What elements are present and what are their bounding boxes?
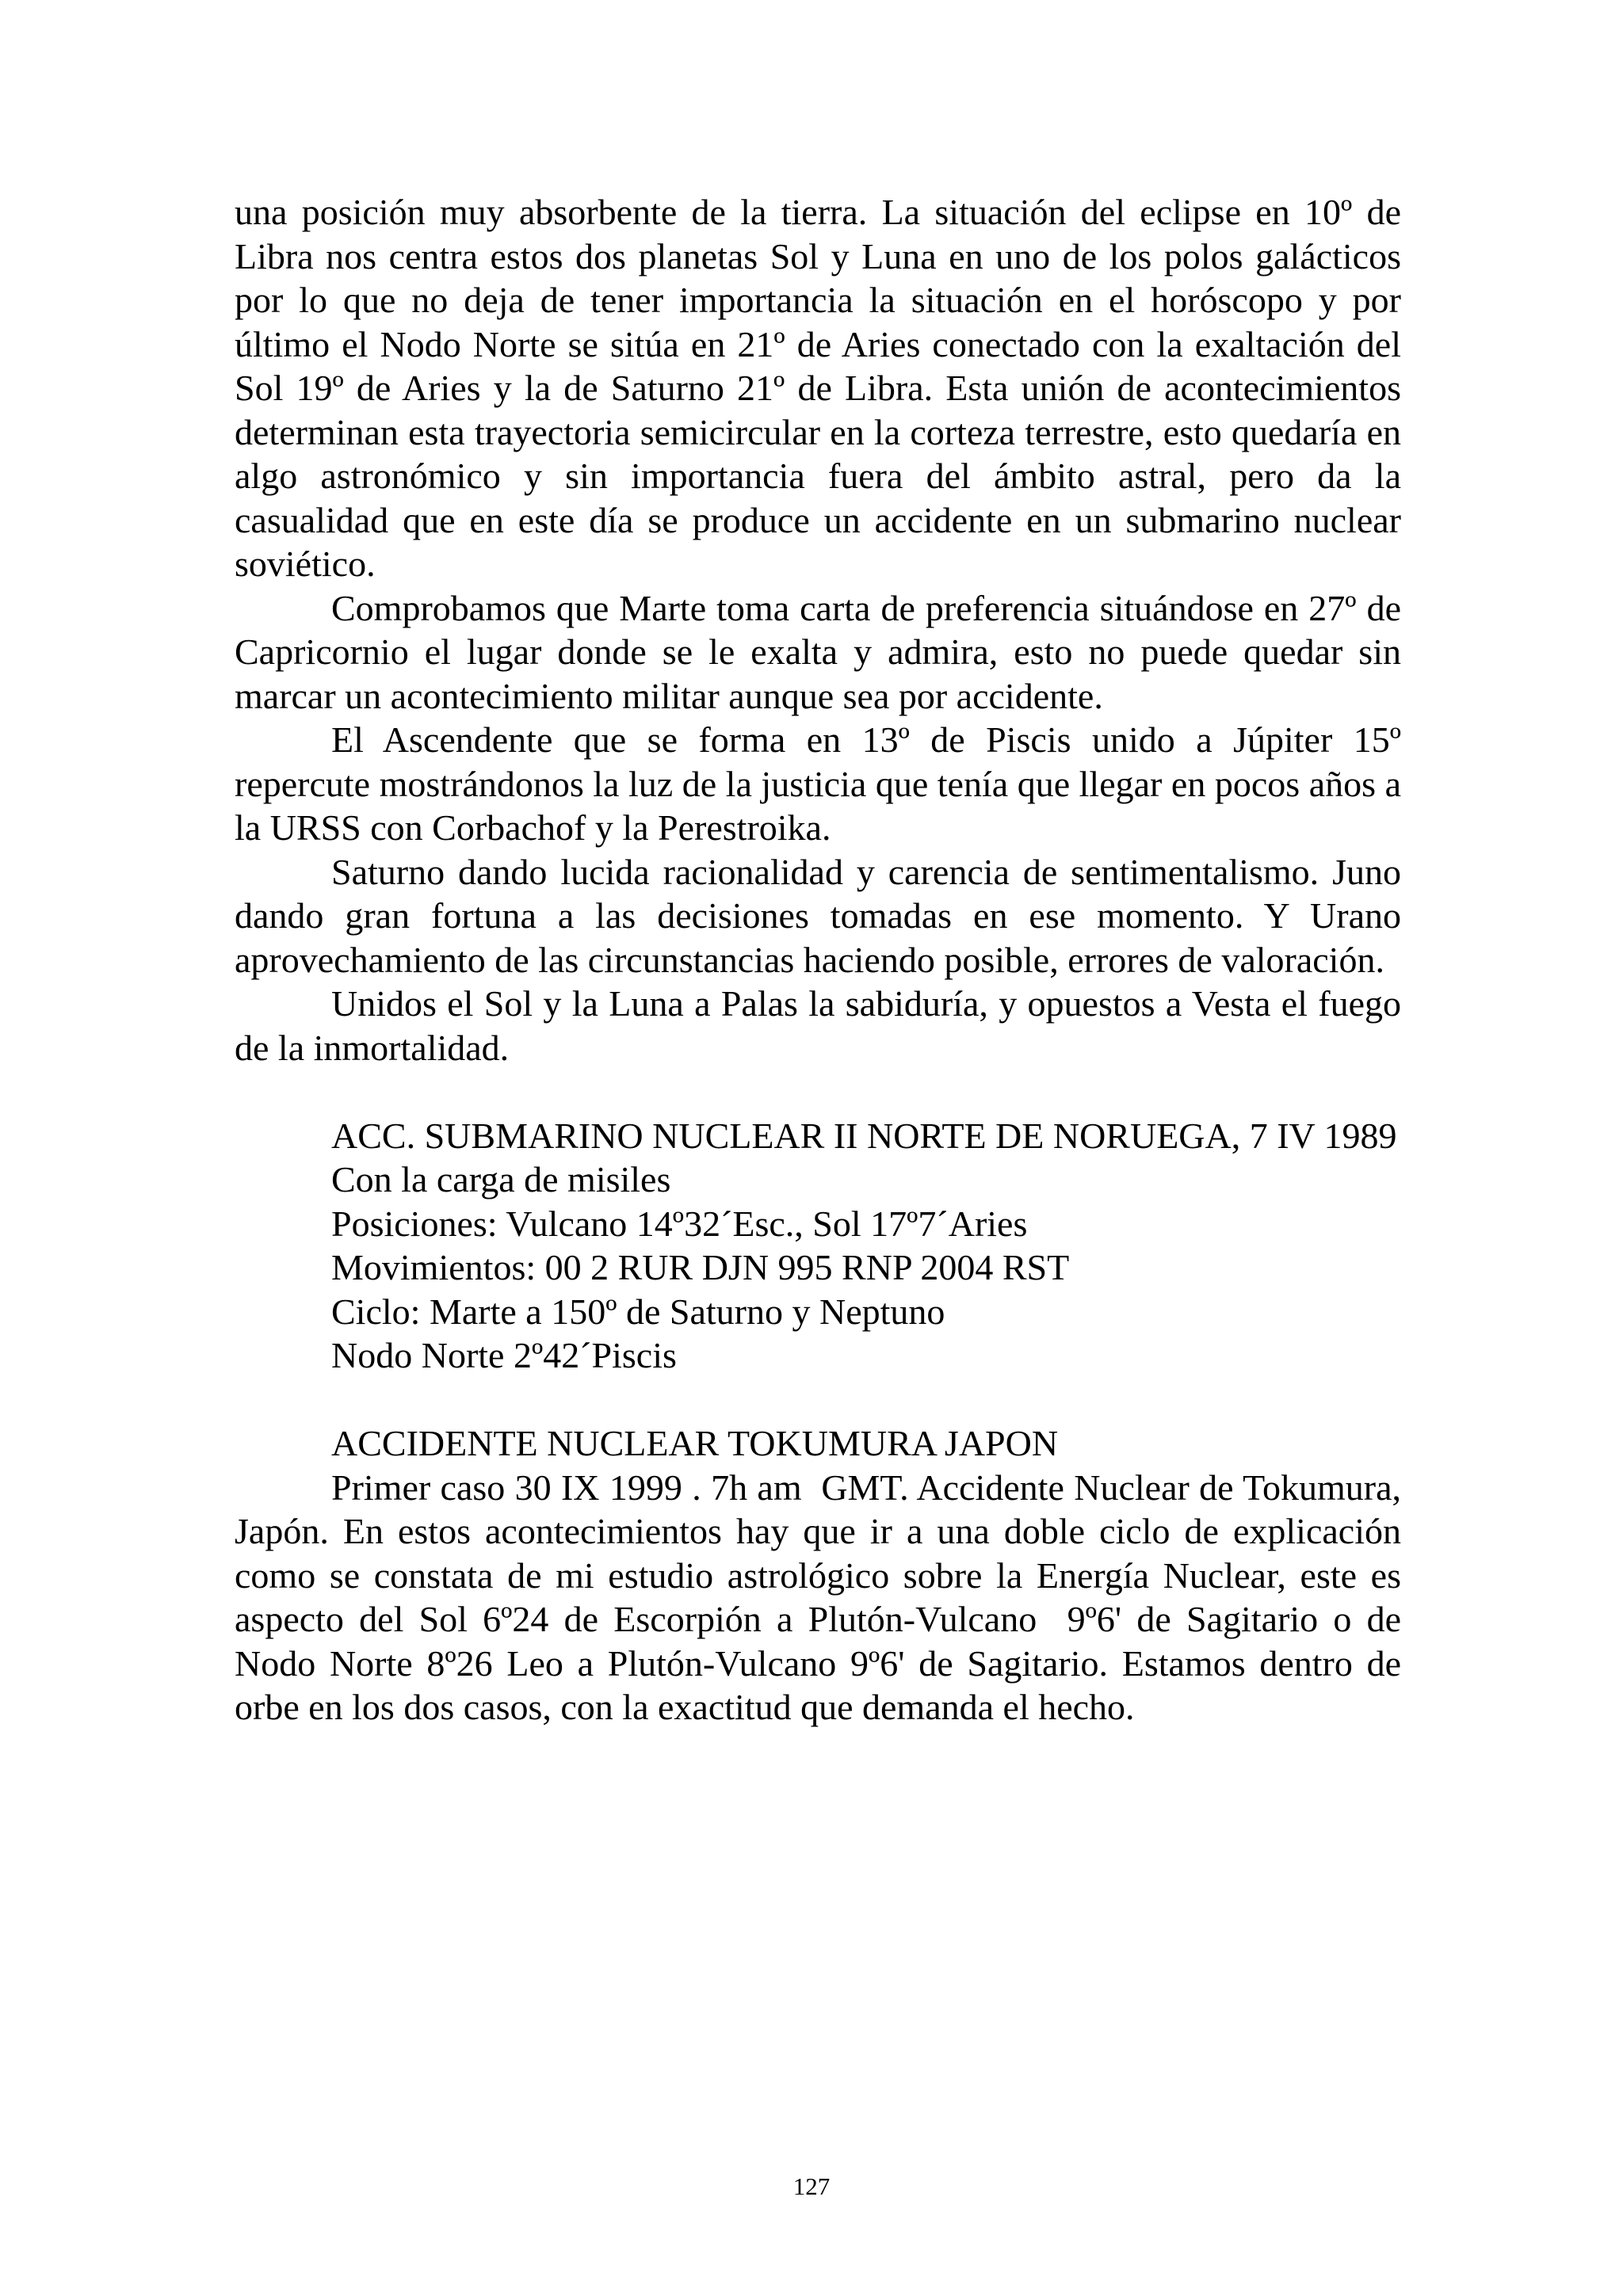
paragraph-tokumura: Primer caso 30 IX 1999 . 7h am GMT. Accidente Nuclear de Tokumura, Japón. En estos acontecimientos hay que ir a una doble ciclo de explicación como se constata de mi estudio astrológico sobre la Energía Nuclear, este es aspecto del Sol 6º24 de Escorpión a Plutón-Vulcano 9º6' de Sagitario o de Nodo Norte 8º26 Leo a Plutón-Vulcano 9º6' de Sagitario. Estamos dentro de orbe en los dos casos, con la exactitud que demanda el hecho. <box>235 1466 1411 1727</box>
spacer <box>235 1378 1401 1422</box>
submarino-detail-movimientos: Movimientos: 00 2 RUR DJN 995 RNP 2004 RST <box>331 1247 1070 1287</box>
submarino-detail-posiciones: Posiciones: Vulcano 14º32´Esc., Sol 17º7´Aries <box>331 1203 1028 1244</box>
submarino-detail-ciclo: Ciclo: Marte a 150º de Saturno y Neptuno <box>331 1291 945 1332</box>
paragraph-marte: Comprobamos que Marte toma carta de preferencia situándose en 27º de Capricornio el lugar donde se le exalta y admira, esto no puede quedar sin marcar un acontecimiento militar aunque sea por accidente. <box>235 587 1401 716</box>
submarino-detail-carga: Con la carga de misiles <box>331 1159 671 1199</box>
section-heading-submarino: ACC. SUBMARINO NUCLEAR II NORTE DE NORUEGA, 7 IV 1989 <box>331 1115 1397 1156</box>
spacer <box>235 1070 1401 1114</box>
paragraph-ascendente: El Ascendente que se forma en 13º de Piscis unido a Júpiter 15º repercute mostrándonos la luz de la justicia que tenía que llegar en pocos años a la URSS con Corbachof y la Perestroika. <box>235 719 1401 848</box>
body-text <box>235 190 1411 1730</box>
submarino-detail-nodo: Nodo Norte 2º42´Piscis <box>331 1335 677 1375</box>
paragraph-saturno: Saturno dando lucida racionalidad y carencia de sentimentalismo. Juno dando gran fortuna a las decisiones tomadas en ese momento. Y Urano aprovechamiento de las circunstancias haciendo posible, errores de valoración. <box>235 851 1401 980</box>
paragraph-sol-luna: Unidos el Sol y la Luna a Palas la sabiduría, y opuestos a Vesta el fuego de la inmortalidad. <box>235 983 1401 1068</box>
paragraph-eclipse: una posición muy absorbente de la tierra. La situación del eclipse en 10º de Libra nos centra estos dos planetas Sol y Luna en uno de los polos galácticos por lo que no deja de tener importancia la situación en el horóscopo y por último el Nodo Norte se sitúa en 21º de Aries conectado con la exaltación del Sol 19º de Aries y la de Saturno 21º de Libra. Esta unión de acontecimientos determinan esta trayectoria semicircular en la corteza terrestre, esto quedaría en algo astronómico y sin importancia fuera del ámbito astral, pero da la casualidad que en este día se produce un accidente en un submarino nuclear soviético. <box>235 192 1401 584</box>
page-number: 127 <box>792 2172 831 2200</box>
section-heading-tokumura: ACCIDENTE NUCLEAR TOKUMURA JAPON <box>331 1423 1059 1463</box>
